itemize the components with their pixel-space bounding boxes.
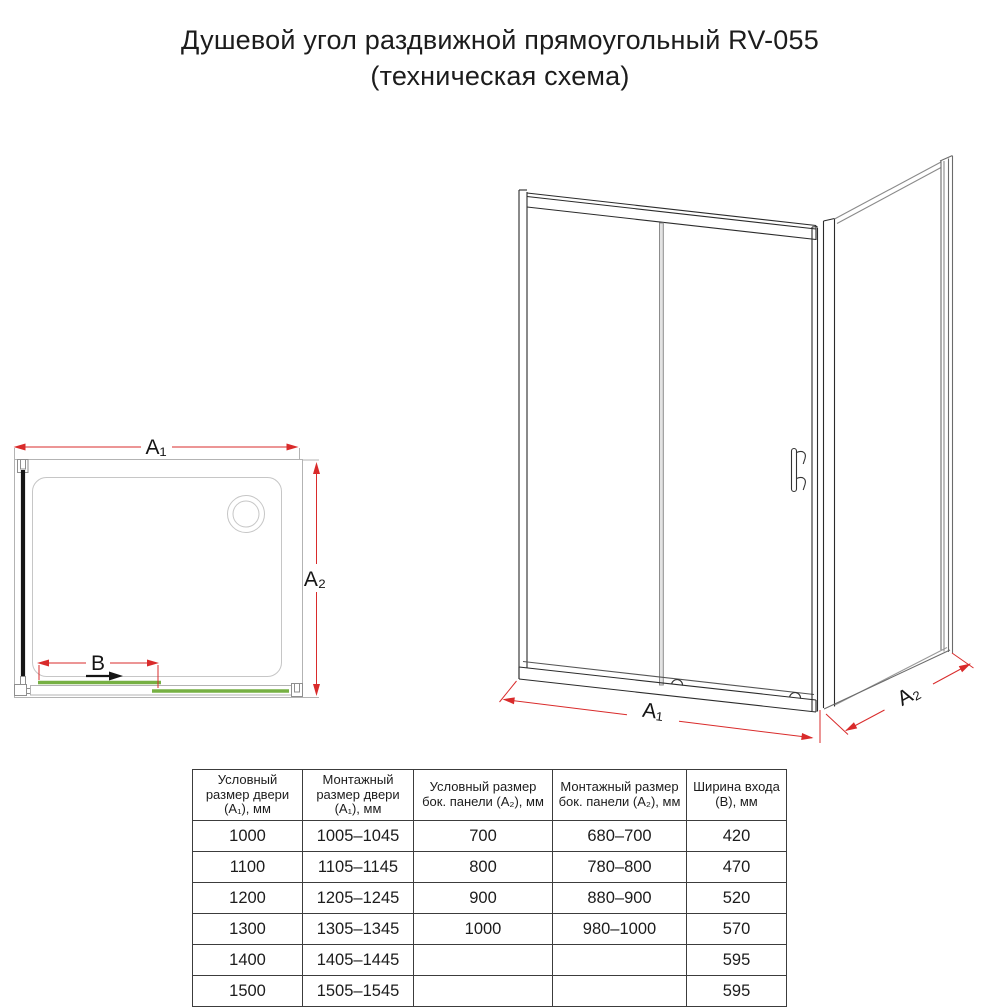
front-right-post (812, 227, 818, 712)
corner-profile (824, 219, 835, 709)
cell: 595 (687, 976, 787, 1007)
page-title (0, 22, 1000, 94)
cell: 1005–1045 (303, 821, 414, 852)
cell: 570 (687, 914, 787, 945)
cell: 800 (414, 852, 553, 883)
cell: 780–800 (553, 852, 687, 883)
cell: 1205–1245 (303, 883, 414, 914)
cell: 470 (687, 852, 787, 883)
cell: 1105–1145 (303, 852, 414, 883)
cell: 1200 (193, 883, 303, 914)
tray-inner-outline (33, 478, 282, 677)
col-header-door-nominal: Условный размер двери (A₁), мм (193, 770, 303, 821)
cell: 1100 (193, 852, 303, 883)
table-row (193, 883, 787, 914)
col-header-door-mount: Монтажный размер двери (A₁), мм (303, 770, 414, 821)
cell (414, 976, 553, 1007)
cell: 1405–1445 (303, 945, 414, 976)
cell: 1505–1545 (303, 976, 414, 1007)
arrowhead-right (801, 733, 814, 741)
table-row (193, 976, 787, 1007)
front-view-drawing (490, 150, 990, 750)
table-row (193, 914, 787, 945)
handle-bracket-top (797, 451, 806, 464)
front-top-rail (527, 193, 816, 240)
door-handle (792, 449, 806, 492)
front-dimension-a1 (500, 681, 821, 743)
table-row (193, 821, 787, 852)
cell: 1400 (193, 945, 303, 976)
cell (553, 976, 687, 1007)
col-header-panel-nominal: Условный размер бок. панели (A₂), мм (414, 770, 553, 821)
plan-view-drawing (0, 420, 340, 720)
dimensions-table (192, 769, 787, 1007)
cell: 680–700 (553, 821, 687, 852)
plan-dimension-a1 (14, 436, 299, 459)
front-left-profile (519, 190, 527, 679)
front-a1-label: A₁ (641, 698, 665, 725)
col-header-entry-width: Ширина входа (B), мм (687, 770, 787, 821)
corner-profile-block (15, 685, 27, 696)
cell: 1000 (414, 914, 553, 945)
title-line-2: (техническая схема) (370, 61, 630, 91)
drain-inner-circle (233, 501, 259, 527)
table-row (193, 945, 787, 976)
front-bottom-rail (519, 662, 816, 713)
plan-a2-label: A₂ (303, 568, 327, 591)
col-header-panel-mount: Монтажный размер бок. панели (A₂), мм (553, 770, 687, 821)
cell: 880–900 (553, 883, 687, 914)
tray-outer-outline (15, 460, 303, 698)
arrowhead-right (287, 444, 299, 451)
arrowhead-up (313, 462, 320, 474)
cell: 595 (687, 945, 787, 976)
cell: 1500 (193, 976, 303, 1007)
cell: 700 (414, 821, 553, 852)
handle-bracket-bottom (797, 477, 806, 490)
cell: 1300 (193, 914, 303, 945)
table-header-row (193, 770, 787, 821)
table-row (193, 852, 787, 883)
cell: 900 (414, 883, 553, 914)
arrowhead-left (14, 444, 26, 451)
cell: 420 (687, 821, 787, 852)
arrowhead-down (313, 684, 320, 696)
front-a2-label: A₂ (893, 679, 924, 711)
front-dimension-a2 (826, 653, 974, 735)
side-panel (824, 156, 953, 710)
door-divider-profile (660, 223, 664, 685)
plan-dimension-a2 (304, 462, 326, 696)
cell: 1305–1345 (303, 914, 414, 945)
title-line-1: Душевой угол раздвижной прямоугольный RV-055 (181, 25, 819, 55)
arrowhead-right (147, 660, 159, 667)
cell (553, 945, 687, 976)
cell: 980–1000 (553, 914, 687, 945)
cell (414, 945, 553, 976)
plan-a1-label: A₁ (145, 436, 167, 459)
rail-end-profile (292, 684, 303, 697)
plan-b-label: B (90, 652, 106, 675)
cell: 520 (687, 883, 787, 914)
cell: 1000 (193, 821, 303, 852)
corner-profile-stem (21, 677, 26, 685)
